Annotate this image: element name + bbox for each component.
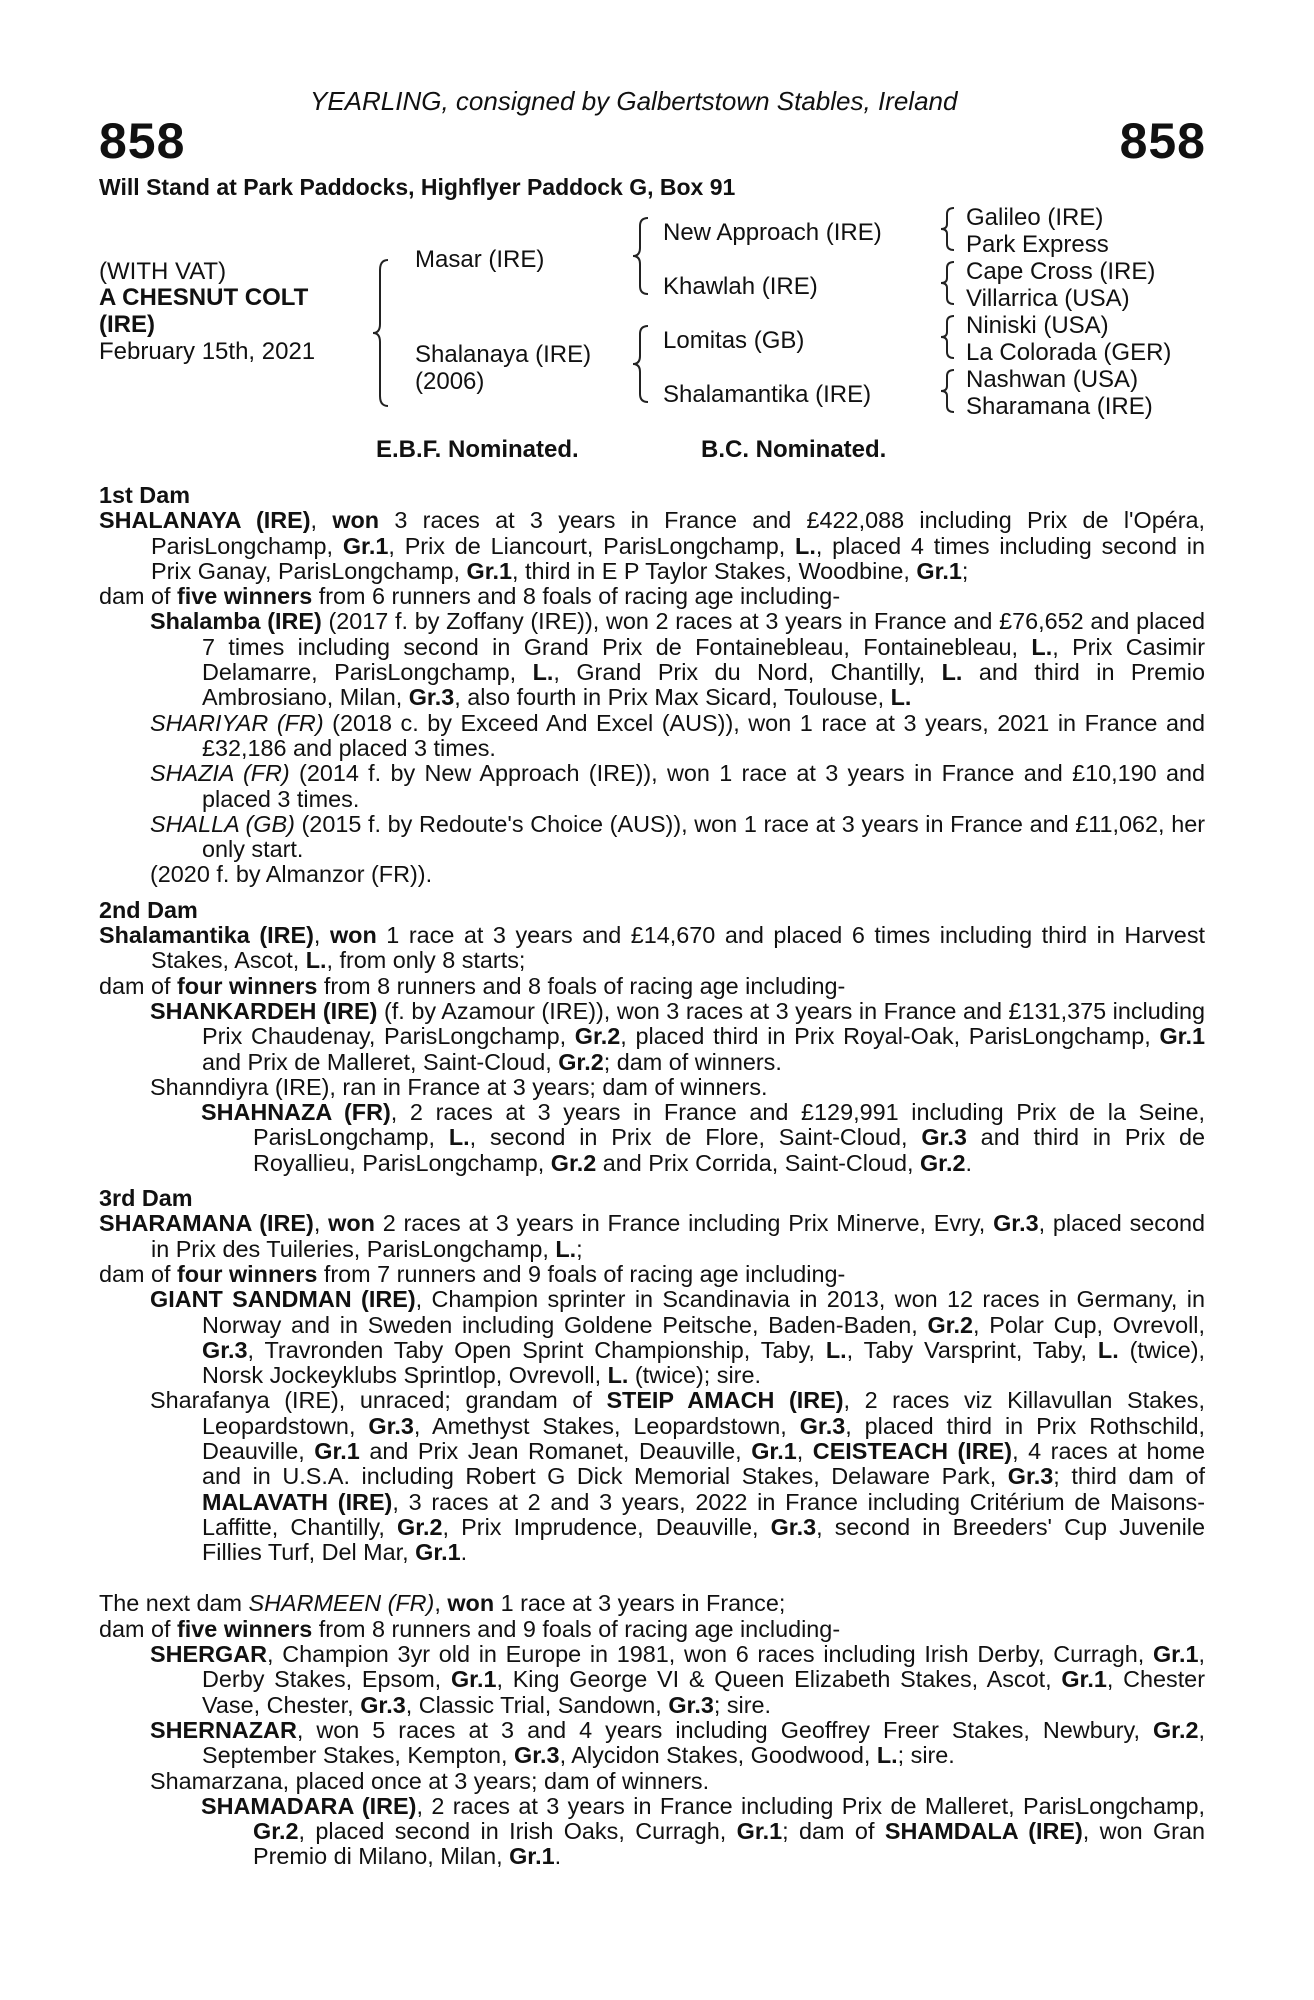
- pedigree-entry: The next dam SHARMEEN (FR), won 1 race at 3 years in France;: [99, 1590, 786, 1617]
- pedigree-entry: SHALANAYA (IRE), won 3 races at 3 years in France and £422,088 including Prix de l'Opéra, ParisLongchamp, Gr.1, Prix de Liancourt, ParisLongchamp, L., placed 4 times including second in Prix Ganay, ParisLongchamp, Gr.1, third in E P Taylor Stakes, Woodbine, Gr.1;: [99, 507, 1206, 584]
- pedigree-entry: SHERGAR, Champion 3yr old in Europe in 1981, won 6 races including Irish Derby, Curragh, Gr.1, Derby Stakes, Epsom, Gr.1, King George VI & Queen Elizabeth Stakes, Ascot, Gr.1, Chester Vase, Chester, Gr.3, Classic Trial, Sandown, Gr.3; sire.: [150, 1641, 1205, 1718]
- pedigree-entry: GIANT SANDMAN (IRE), Champion sprinter in Scandinavia in 2013, won 12 races in Germany, in Norway and in Sweden including Goldene Peitsche, Baden-Baden, Gr.2, Polar Cup, Ovrevoll, Gr.3, Travronden Taby Open Sprint Championship, Taby, L., Taby Varsprint, Taby, L. (twice), Norsk Jockeyklubs Sprintlop, Ovrevoll, L. (twice); sire.: [150, 1286, 1206, 1389]
- pedigree-entry: SHANKARDEH (IRE) (f. by Azamour (IRE)), won 3 races at 3 years in France and £131,375 including Prix Chaudenay, ParisLongchamp, Gr.2, placed third in Prix Royal-Oak, ParisLongchamp, Gr.1 and Prix de Malleret, Saint-Cloud, Gr.2; dam of winners.: [150, 997, 1205, 1075]
- dam-section: [99, 483, 1205, 888]
- pedigree-dam-sire: Lomitas (GB): [663, 327, 805, 354]
- ebf-nomination: E.B.F. Nominated.: [376, 436, 579, 463]
- dam-section: [99, 1575, 1205, 1869]
- pedigree-entry: Shalamba (IRE) (2017 f. by Zoffany (IRE)), won 2 races at 3 years in France and £76,652 and placed 7 times including second in Grand Prix de Fontainebleau, Fontainebleau, L., Prix Casimir Delamarre, ParisLongchamp, L., Grand Prix du Nord, Chantilly, L. and third in Premio Ambrosiano, Milan, Gr.3, also fourth in Prix Max Sicard, Toulouse, L.: [150, 608, 1206, 711]
- pedigree-ggp-3: Cape Cross (IRE): [966, 258, 1156, 285]
- pedigree-sire-dam: Khawlah (IRE): [663, 273, 818, 300]
- pedigree-bracket-g1: [940, 206, 958, 252]
- pedigree-ggp-4: Villarrica (USA): [966, 285, 1130, 312]
- section-heading: 2nd Dam: [99, 896, 198, 923]
- section-gap: [99, 1575, 1205, 1591]
- pedigree-ggp-5: Niniski (USA): [966, 312, 1109, 339]
- pedigree-entry: (2020 f. by Almanzor (FR)).: [150, 861, 433, 888]
- pedigree-dam-year: (2006): [415, 368, 485, 395]
- pedigree-bracket-g3: [940, 314, 958, 360]
- pedigree-entry: dam of four winners from 7 runners and 9 foals of racing age including-: [99, 1260, 846, 1287]
- pedigree-ggp-8: Sharamana (IRE): [966, 393, 1153, 420]
- pedigree-bracket-g2: [940, 260, 958, 306]
- horse-dob: February 15th, 2021: [99, 338, 316, 365]
- pedigree-entry: Sharafanya (IRE), unraced; grandam of STEIP AMACH (IRE), 2 races viz Killavullan Stakes, Leopardstown, Gr.3, Amethyst Stakes, Leopardstown, Gr.3, placed third in Prix Rothschild, Deauville, Gr.1 and Prix Jean Romanet, Deauville, Gr.1, CEISTEACH (IRE), 4 races at home and in U.S.A. including Robert G Dick Memorial Stakes, Delaware Park, Gr.3; third dam of MALAVATH (IRE), 3 races at 2 and 3 years, 2022 in France including Critérium de Maisons-Laffitte, Chantilly, Gr.2, Prix Imprudence, Deauville, Gr.3, second in Breeders' Cup Juvenile Fillies Turf, Del Mar, Gr.1.: [150, 1387, 1206, 1566]
- pedigree-ggp-2: Park Express: [966, 231, 1109, 258]
- horse-name-line1: A CHESNUT COLT: [99, 284, 309, 311]
- pedigree-entry: SHALLA (GB) (2015 f. by Redoute's Choice (AUS)), won 1 race at 3 years in France and £11,062, her only start.: [150, 810, 1206, 863]
- pedigree-sire-sire: New Approach (IRE): [663, 219, 882, 246]
- pedigree-bracket-g4: [940, 368, 958, 414]
- pedigree-entry: dam of four winners from 8 runners and 8 foals of racing age including-: [99, 972, 846, 999]
- pedigree-entry: dam of five winners from 8 runners and 9 foals of racing age including-: [99, 1615, 841, 1642]
- pedigree-bracket-sire: [632, 216, 652, 296]
- section-heading: 1st Dam: [99, 482, 191, 508]
- pedigree-ggp-1: Galileo (IRE): [966, 204, 1104, 231]
- lot-number-left: 858: [99, 113, 186, 169]
- pedigree-entry: SHAHNAZA (FR), 2 races at 3 years in France and £129,991 including Prix de la Seine, ParisLongchamp, L., second in Prix de Flore, Saint-Cloud, Gr.3 and third in Prix de Royallieu, ParisLongchamp, Gr.2 and Prix Corrida, Saint-Cloud, Gr.2.: [201, 1099, 1205, 1176]
- vat-note: (WITH VAT): [99, 258, 227, 285]
- pedigree-ggp-6: La Colorada (GER): [966, 339, 1172, 366]
- pedigree-entry: Shamarzana, placed once at 3 years; dam of winners.: [150, 1767, 710, 1794]
- pedigree-entry: SHAMADARA (IRE), 2 races at 3 years in France including Prix de Malleret, ParisLongchamp, Gr.2, placed second in Irish Oaks, Curragh, Gr.1; dam of SHAMDALA (IRE), won Gran Premio di Milano, Milan, Gr.1.: [201, 1792, 1205, 1870]
- pedigree-bracket-main: [372, 258, 392, 408]
- dam-section: [99, 898, 1205, 1176]
- pedigree-entry: Shanndiyra (IRE), ran in France at 3 years; dam of winners.: [150, 1073, 768, 1100]
- catalogue-body: [99, 483, 1205, 1870]
- pedigree-entry: SHERNAZAR, won 5 races at 3 and 4 years including Geoffrey Freer Stakes, Newbury, Gr.2, September Stakes, Kempton, Gr.3, Alycidon Stakes, Goodwood, L.; sire.: [150, 1716, 1205, 1769]
- pedigree-dam-dam: Shalamantika (IRE): [663, 381, 872, 408]
- pedigree-ggp-7: Nashwan (USA): [966, 366, 1139, 393]
- consignor-line: YEARLING, consigned by Galbertstown Stables, Ireland: [310, 86, 958, 116]
- pedigree-entry: Shalamantika (IRE), won 1 race at 3 years and £14,670 and placed 6 times including third in Harvest Stakes, Ascot, L., from only 8 starts;: [99, 922, 1206, 974]
- pedigree-dam: Shalanaya (IRE): [415, 341, 592, 368]
- lot-number-right: 858: [1119, 113, 1206, 169]
- pedigree-bracket-dam: [632, 324, 652, 404]
- section-heading: 3rd Dam: [99, 1185, 193, 1212]
- pedigree-entry: dam of five winners from 6 runners and 8 foals of racing age including-: [99, 583, 841, 610]
- pedigree-entry: SHARIYAR (FR) (2018 c. by Exceed And Excel (AUS)), won 1 race at 3 years, 2021 in France and £32,186 and placed 3 times.: [150, 709, 1206, 761]
- pedigree-entry: SHARAMANA (IRE), won 2 races at 3 years in France including Prix Minerve, Evry, Gr.3, placed second in Prix des Tuileries, ParisLongchamp, L.;: [99, 1210, 1206, 1262]
- stand-location: Will Stand at Park Paddocks, Highflyer Paddock G, Box 91: [99, 174, 736, 200]
- dam-section: [99, 1186, 1205, 1565]
- bc-nomination: B.C. Nominated.: [701, 436, 887, 463]
- pedigree-sire: Masar (IRE): [415, 246, 545, 273]
- horse-name-line2: (IRE): [99, 311, 155, 338]
- pedigree-entry: SHAZIA (FR) (2014 f. by New Approach (IRE)), won 1 race at 3 years in France and £10,190 and placed 3 times.: [150, 760, 1205, 812]
